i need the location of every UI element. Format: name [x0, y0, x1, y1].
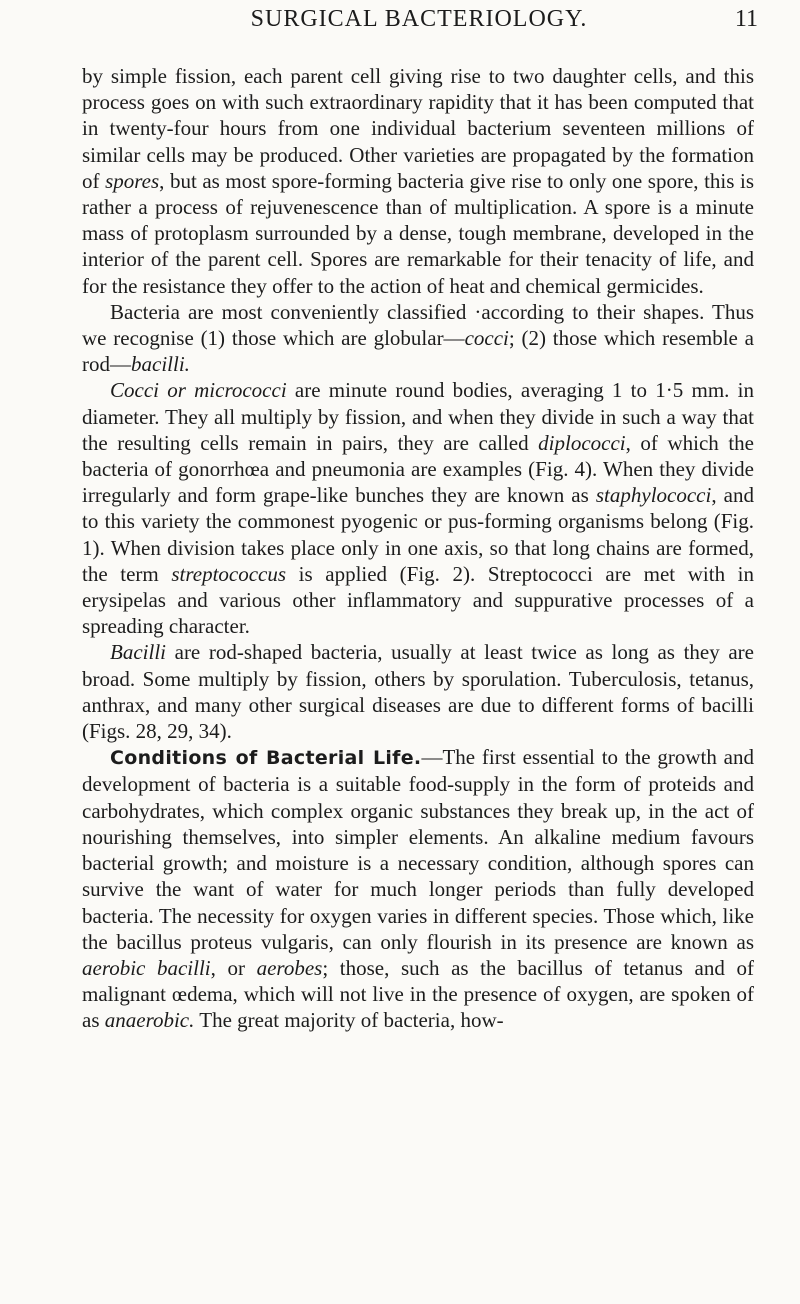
running-title: SURGICAL BACTERIOLOGY.	[250, 6, 588, 32]
page-header	[80, 2, 758, 48]
text-run: , of which the bacteria of gonorrhœa and pneumonia are examples (Fig. 4). When they divide irregularly and form grape-like bunches they are known as	[82, 430, 754, 508]
text-run: , and to this variety the commonest pyogenic or pus-forming organisms belong (Fig. 1). When division takes place only in one axis, so that long chains are formed, the term	[82, 483, 754, 586]
text-run: ; (2) those which resemble a rod—	[82, 326, 754, 377]
paragraph-conditions	[82, 744, 754, 1033]
text-run: —The first essential to the growth and development of bacteria is a suitable food-supply in the form of proteids and carbohydrates, which complex organic substances they break up, in the act of nourishing themselves, into simpler elements. An alkaline medium favours bacterial growth; and moisture is a necessary condition, although spores can survive the want of water for much longer periods than fully developed bacteria. The necessity for oxygen varies in different species. Those which, like the bacillus proteus vulgaris, can only flourish in its presence are known as	[82, 745, 754, 954]
term-staphylococci: staphylococci	[595, 483, 712, 508]
text-run: are rod-shaped bacteria, usually at least twice as long as they are broad. Some multiply by fission, others by sporulation. Tuberculosis, tetanus, anthrax, and many other surgical diseases are due to different forms of bacilli (Figs. 28, 29, 34).	[82, 640, 754, 744]
paragraph-classification	[82, 299, 754, 378]
body-text	[82, 63, 754, 1034]
term-aerobes: aerobes	[256, 955, 323, 980]
text-run: , but as most spore-forming bacteria give rise to only one spore, this is rather a process of rejuvenescence than of multiplication. A spore is a minute mass of protoplasm surrounded by a dense, tough membrane, developed in the interior of the parent cell. Spores are remarkable for their tenacity of life, and for the resistance they offer to the action of heat and chemical germicides.	[82, 168, 754, 298]
text-run: by simple fission, each parent cell giving rise to two daughter cells, and this process goes on with such extraordinary rapidity that it has been computed that in twenty-four hours from one individual bacterium seventeen millions of similar cells may be produced. Other varieties are propagated by the formation of	[82, 64, 754, 193]
term-anaerobic: anaerobic.	[104, 1008, 195, 1033]
section-heading-conditions: Conditions of Bacterial Life.	[110, 747, 422, 770]
term-aerobic-bacilli: aerobic bacilli	[82, 955, 211, 980]
page-number: 11	[734, 6, 758, 32]
paragraph-cocci	[82, 377, 754, 639]
text-run: are minute round bodies, averaging 1 to 1·5 mm. in diameter. They all multiply by fission, and when they divide in such a way that the resulting cells remain in pairs, they are called	[82, 378, 754, 455]
text-run: ; those, such as the bacillus of tetanus and of malignant œdema, which will not live in the presence of oxygen, are spoken of as	[82, 955, 754, 1033]
term-bacilli: bacilli.	[131, 352, 190, 377]
term-diplococci: diplococci	[538, 430, 626, 455]
text-run: The great majority of bacteria, how-	[194, 1008, 504, 1033]
text-run: is applied (Fig. 2). Streptococci are met with in erysipelas and various other inflammatory and suppurative processes of a spreading character.	[82, 561, 754, 639]
paragraph-bacilli	[82, 639, 754, 744]
term-bacilli-lead: Bacilli	[110, 640, 166, 665]
term-cocci: cocci	[464, 326, 509, 351]
term-streptococcus: streptococcus	[171, 561, 287, 586]
term-cocci-micrococci: Cocci or micrococci	[110, 378, 287, 403]
text-run: , or	[210, 955, 257, 980]
text-run: Bacteria are most conveniently classified ·according to their shapes. Thus we recognise (1) those which are globular—	[82, 299, 754, 351]
term-spores: spores	[105, 168, 160, 193]
paragraph-fission-spores	[82, 63, 754, 299]
